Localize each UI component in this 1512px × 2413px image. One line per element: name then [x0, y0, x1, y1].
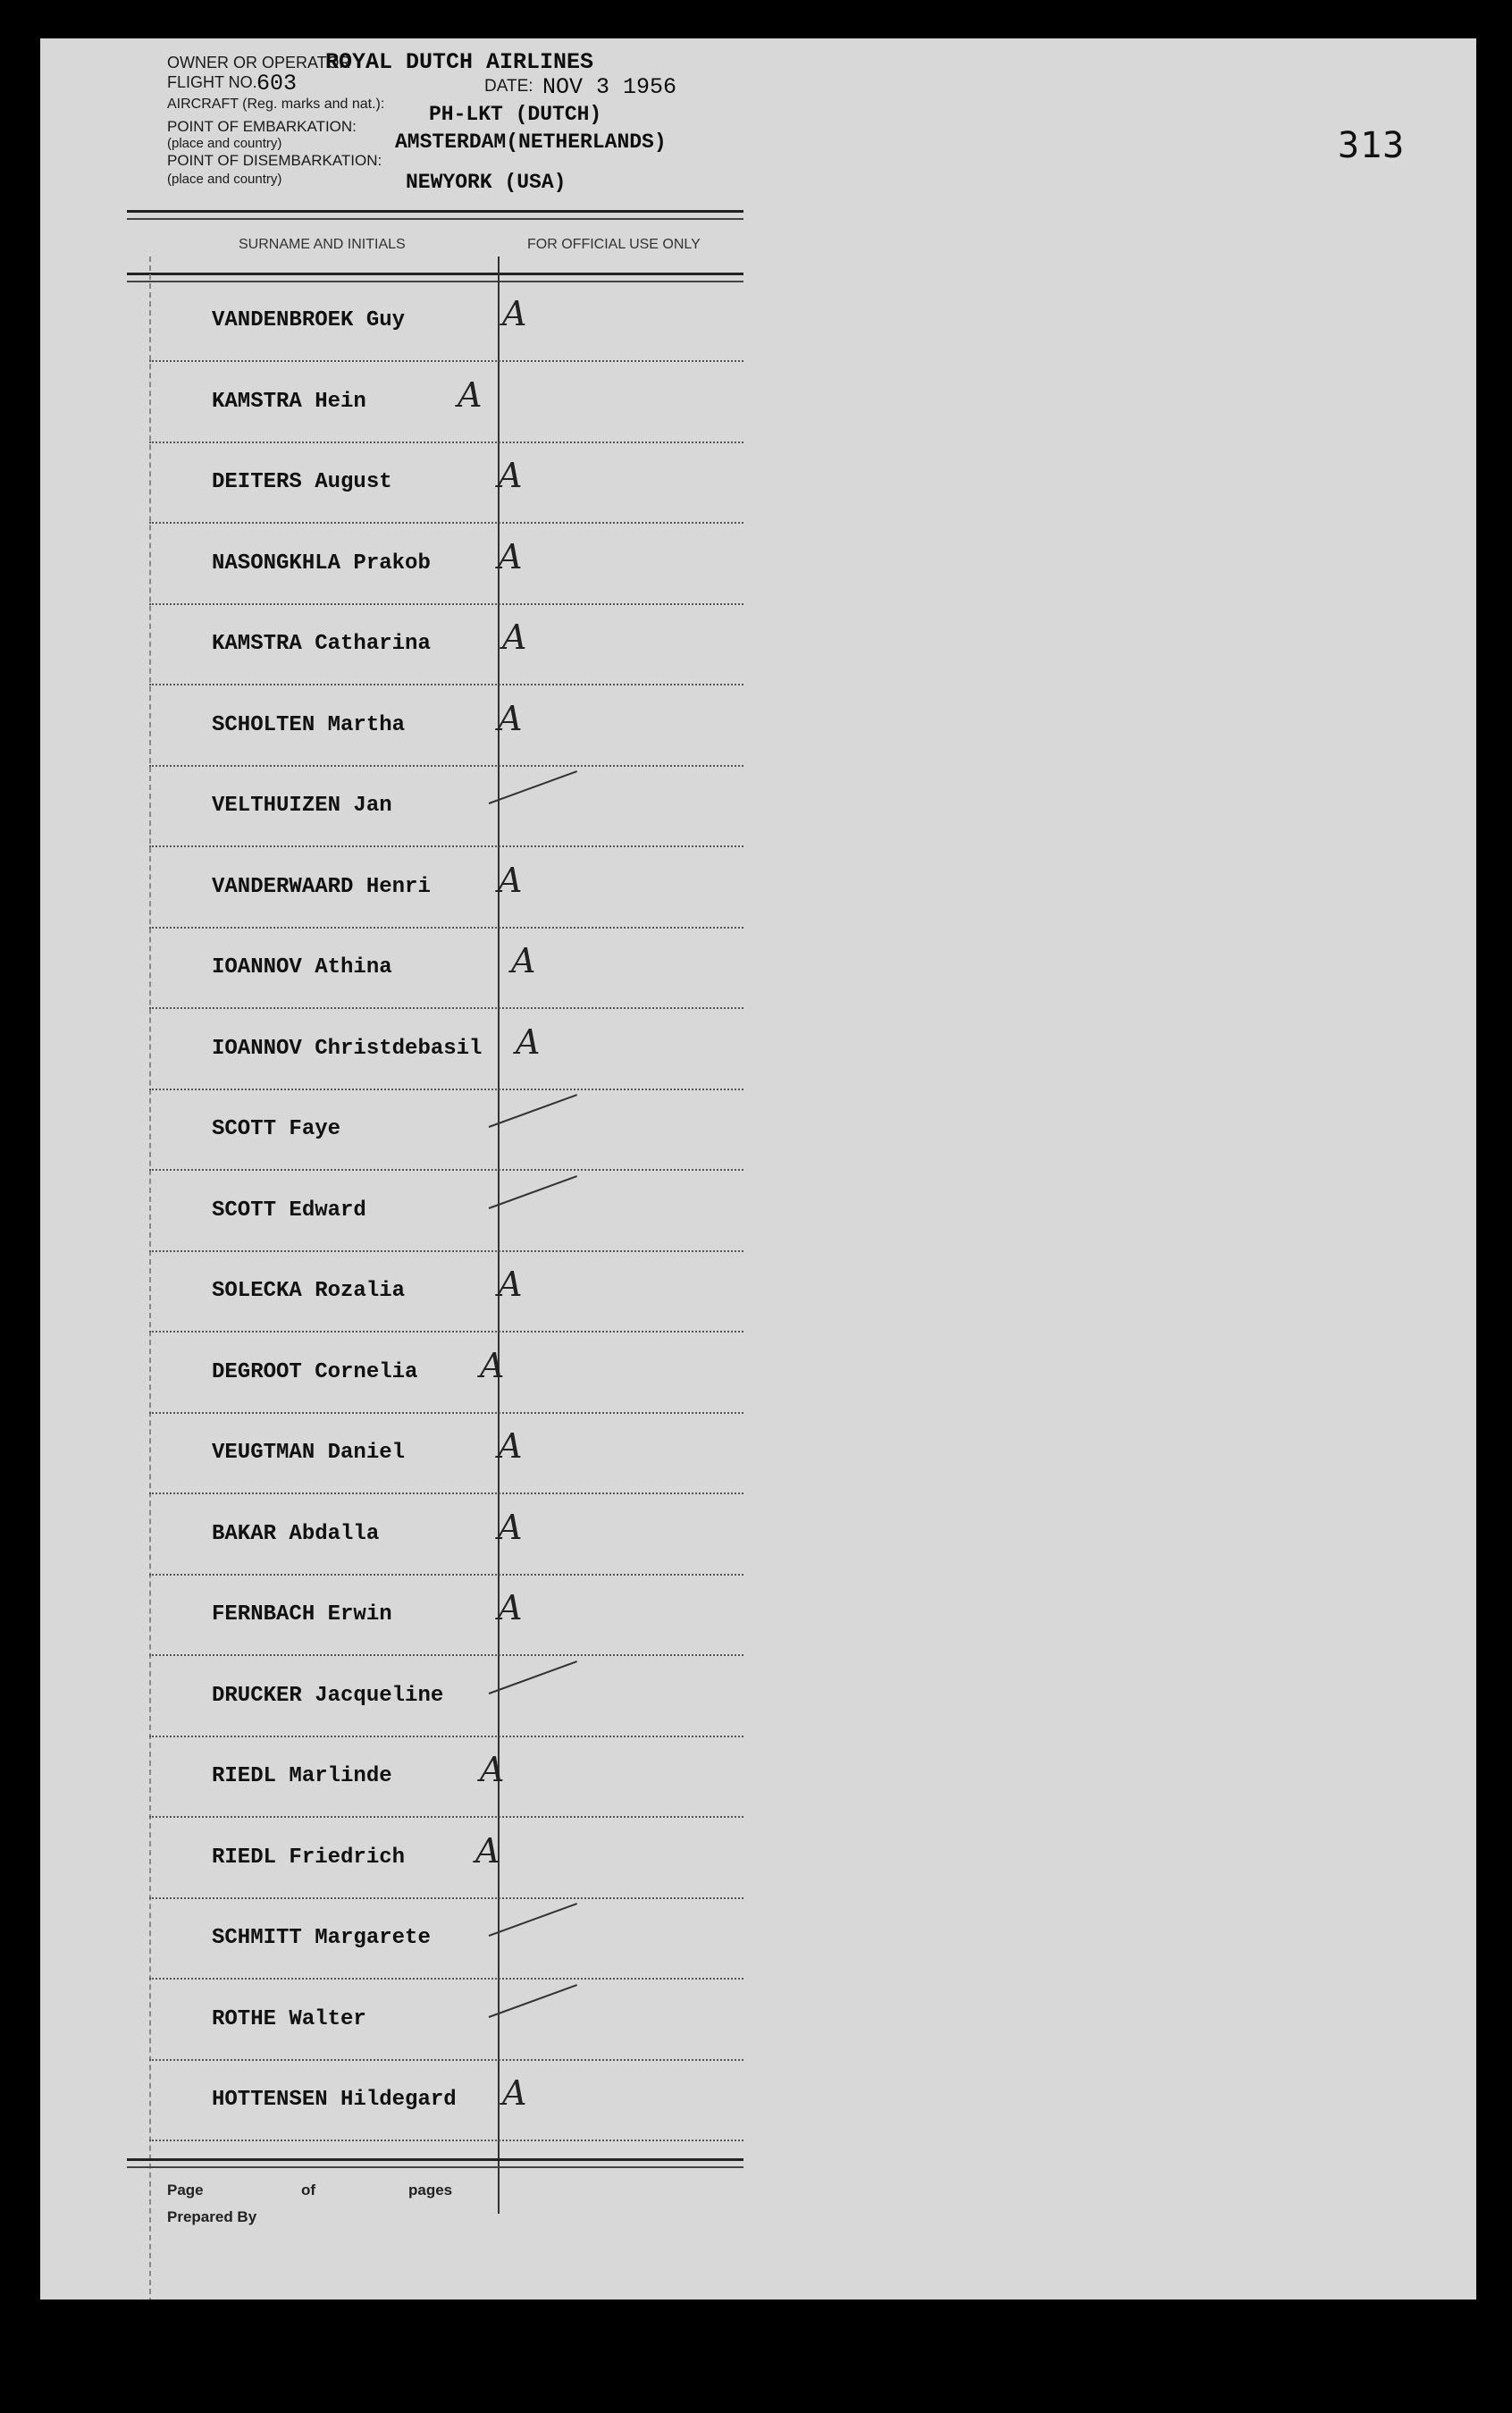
passenger-name: NASONGKHLA Prakob: [212, 551, 431, 576]
date-label: DATE:: [484, 77, 533, 96]
passenger-row: [167, 1252, 743, 1333]
official-slash-mark: [489, 1175, 577, 1209]
passenger-row: [167, 929, 743, 1009]
passenger-row: [167, 686, 743, 767]
passenger-name: FERNBACH Erwin: [212, 1602, 392, 1627]
footer-of-label: of: [301, 2182, 316, 2199]
passenger-name: VANDERWAARD Henri: [212, 874, 431, 899]
passenger-row: [167, 1010, 743, 1090]
official-slash-mark: [489, 1984, 577, 2018]
passenger-row: [167, 363, 743, 443]
passenger-name: IOANNOV Christdebasil: [212, 1036, 483, 1061]
left-margin-line: [149, 256, 151, 2299]
official-slash-mark: [489, 770, 577, 804]
passenger-name: SCHOLTEN Martha: [212, 712, 406, 737]
official-mark: A: [480, 1345, 505, 1385]
flight-value: 603: [256, 71, 298, 97]
passenger-row: [167, 1576, 743, 1656]
official-mark: A: [458, 374, 483, 415]
passenger-name: DEITERS August: [212, 470, 392, 494]
passenger-row: [167, 1495, 743, 1576]
official-mark: A: [498, 1426, 523, 1466]
passenger-manifest-form: [127, 38, 743, 2299]
official-mark: A: [480, 1750, 505, 1789]
passenger-row: [167, 1737, 743, 1818]
passenger-row: [167, 1090, 743, 1171]
passenger-name: SCOTT Faye: [212, 1117, 341, 1141]
disembarkation-label: POINT OF DISEMBARKATION:: [167, 152, 382, 169]
passenger-row: [167, 1333, 743, 1414]
passenger-name: SCHMITT Margarete: [212, 1926, 431, 1950]
official-mark: A: [516, 1022, 541, 1062]
passenger-name: SCOTT Edward: [212, 1198, 366, 1223]
embarkation-sublabel: (place and country): [167, 136, 282, 151]
official-mark: A: [502, 618, 527, 657]
official-mark: A: [498, 1507, 523, 1547]
official-slash-mark: [489, 1903, 577, 1937]
official-mark: A: [475, 1830, 500, 1871]
aircraft-value: PH-LKT (DUTCH): [429, 103, 602, 126]
official-mark: A: [498, 860, 523, 900]
passenger-row: [167, 1899, 743, 1980]
footer-pages-label: pages: [408, 2182, 453, 2199]
owner-label: OWNER OR OPERATOR: [167, 54, 351, 71]
official-mark: A: [498, 1265, 523, 1304]
passenger-name: KAMSTRA Hein: [212, 389, 366, 414]
passenger-row: [167, 1414, 743, 1494]
passenger-row: [167, 1172, 743, 1252]
disembarkation-sublabel: (place and country): [167, 172, 282, 187]
official-mark: A: [511, 941, 536, 980]
passenger-row: [167, 1819, 743, 1899]
passenger-name: VEUGTMAN Daniel: [212, 1441, 406, 1465]
list-bottom-rule: [127, 2158, 743, 2168]
official-mark: A: [498, 456, 523, 495]
passenger-row: [167, 1657, 743, 1737]
passenger-row: [167, 2061, 743, 2141]
row-separator: [149, 2140, 743, 2141]
passenger-row: [167, 848, 743, 929]
disembarkation-value: NEWYORK (USA): [406, 171, 567, 194]
official-mark: A: [498, 1588, 523, 1627]
date-value: NOV 3 1956: [542, 74, 677, 100]
footer-prepared-label: Prepared By: [167, 2208, 257, 2225]
passenger-name: VELTHUIZEN Jan: [212, 794, 392, 818]
passenger-row: [167, 605, 743, 685]
passenger-name: SOLECKA Rozalia: [212, 1279, 406, 1303]
manifest-page: [40, 38, 1476, 2299]
passenger-name: RIEDL Marlinde: [212, 1764, 392, 1788]
page-number: 313: [1338, 125, 1406, 166]
official-slash-mark: [489, 1661, 577, 1694]
passenger-name: HOTTENSEN Hildegard: [212, 2088, 457, 2112]
flight-label: FLIGHT NO.: [167, 73, 257, 91]
passenger-row: [167, 282, 743, 362]
official-mark: A: [502, 294, 527, 333]
footer-page-label: Page: [167, 2182, 204, 2199]
official-mark: A: [498, 536, 523, 576]
passenger-name: DRUCKER Jacqueline: [212, 1683, 444, 1708]
passenger-name: VANDENBROEK Guy: [212, 308, 406, 332]
passenger-name: ROTHE Walter: [212, 2006, 366, 2031]
official-slash-mark: [489, 1094, 577, 1128]
passenger-name: IOANNOV Athina: [212, 955, 392, 979]
passenger-name: RIEDL Friedrich: [212, 1845, 406, 1870]
embarkation-label: POINT OF EMBARKATION:: [167, 118, 357, 135]
surname-column-header: SURNAME AND INITIALS: [239, 237, 406, 252]
embarkation-value: AMSTERDAM(NETHERLANDS): [395, 130, 667, 154]
passenger-row: [167, 443, 743, 524]
owner-value: ROYAL DUTCH AIRLINES: [325, 49, 594, 75]
header-rule: [127, 210, 743, 220]
passenger-row: [167, 1980, 743, 2061]
official-mark: A: [502, 2073, 527, 2113]
passenger-name: DEGROOT Cornelia: [212, 1359, 418, 1384]
passenger-name: BAKAR Abdalla: [212, 1521, 380, 1546]
official-use-column-header: FOR OFFICIAL USE ONLY: [527, 237, 701, 252]
aircraft-label: AIRCRAFT (Reg. marks and nat.):: [167, 97, 385, 112]
passenger-name: KAMSTRA Catharina: [212, 632, 431, 656]
official-mark: A: [498, 698, 523, 738]
passenger-row: [167, 525, 743, 605]
passenger-row: [167, 767, 743, 847]
